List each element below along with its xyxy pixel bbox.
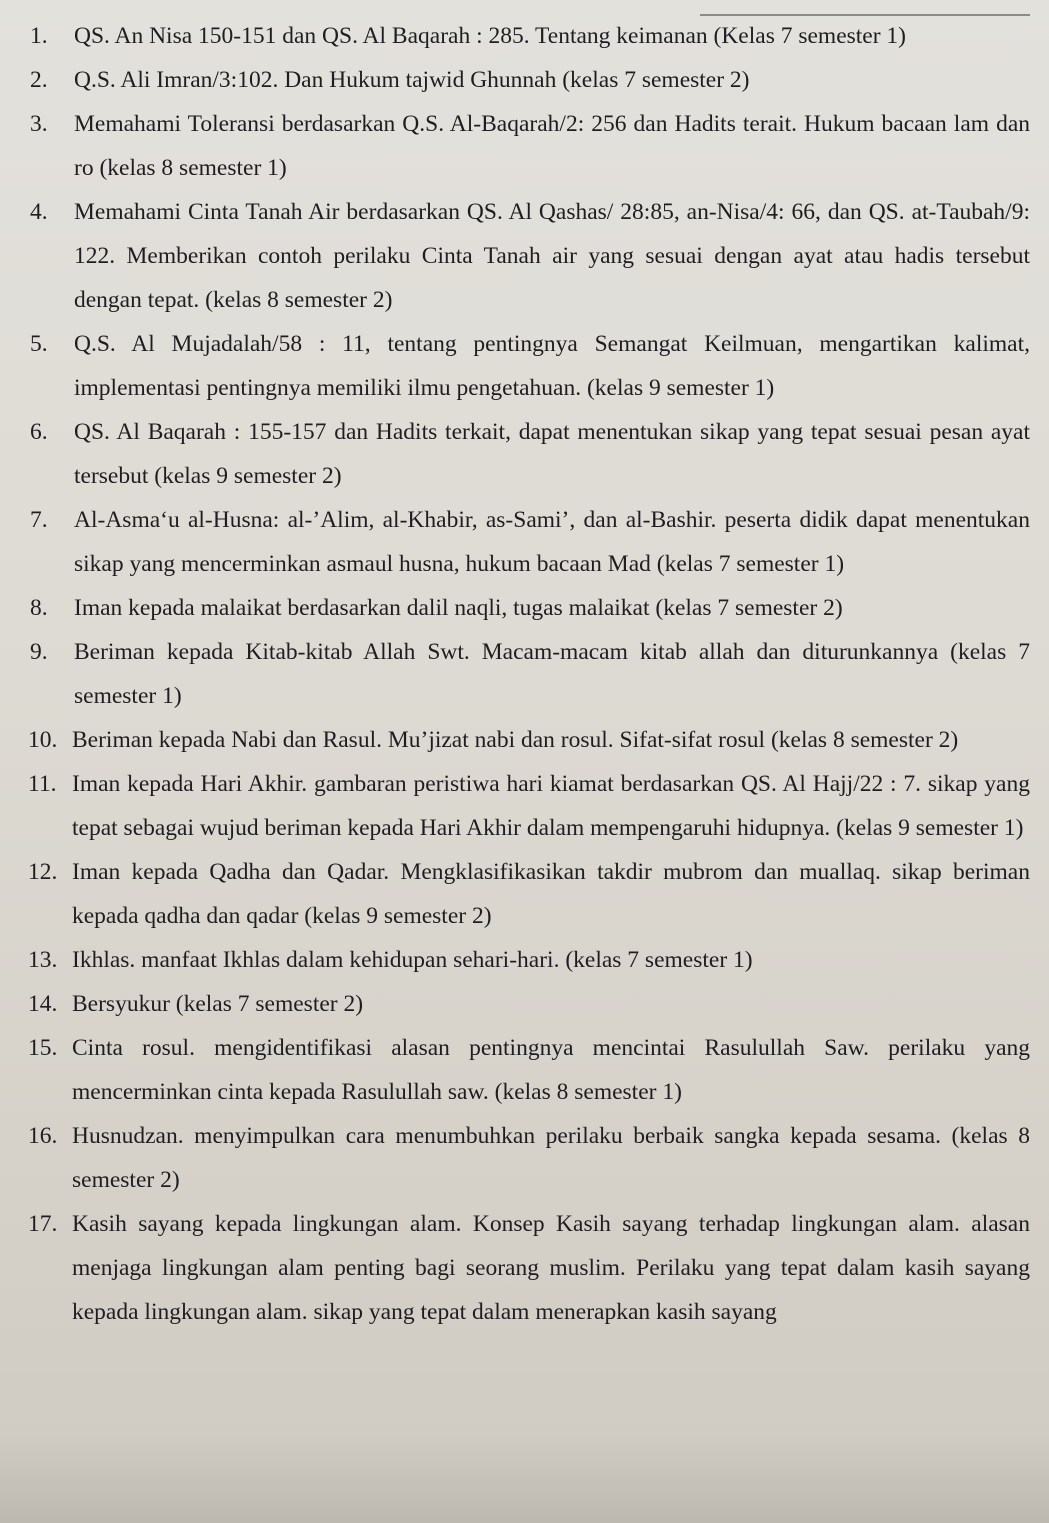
list-item bbox=[30, 718, 1030, 762]
item-text: Beriman kepada Nabi dan Rasul. Mu’jizat nabi dan rosul. Sifat-sifat rosul (kelas 8 semester 2) bbox=[72, 727, 959, 753]
item-number: 9. bbox=[30, 639, 48, 665]
item-number: 1. bbox=[30, 23, 48, 49]
list-item bbox=[30, 1026, 1030, 1114]
list-item bbox=[30, 102, 1030, 190]
list-item bbox=[30, 190, 1030, 322]
list-item bbox=[30, 410, 1030, 498]
item-text: QS. An Nisa 150-151 dan QS. Al Baqarah : 285. Tentang keimanan (Kelas 7 semester 1) bbox=[74, 23, 907, 49]
item-number: 2. bbox=[30, 67, 48, 93]
item-number: 12. bbox=[28, 859, 58, 885]
item-number: 15. bbox=[28, 1035, 58, 1061]
item-number: 11. bbox=[28, 771, 57, 797]
item-text: Bersyukur (kelas 7 semester 2) bbox=[72, 991, 364, 1017]
item-number: 5. bbox=[30, 331, 48, 357]
item-number: 8. bbox=[30, 595, 48, 621]
list-item bbox=[30, 586, 1030, 630]
item-text: Memahami Toleransi berdasarkan Q.S. Al-Baqarah/2: 256 dan Hadits terait. Hukum bacaan lam dan ro (kelas 8 semester 1) bbox=[74, 111, 1030, 181]
item-text: Q.S. Ali Imran/3:102. Dan Hukum tajwid Ghunnah (kelas 7 semester 2) bbox=[74, 67, 750, 93]
list-item bbox=[30, 1114, 1030, 1202]
list-item bbox=[30, 762, 1030, 850]
item-text: Iman kepada Hari Akhir. gambaran peristiwa hari kiamat berdasarkan QS. Al Hajj/22 : 7. sikap yang tepat sebagai wujud beriman kepada Hari Akhir dalam mempengaruhi hidupnya. (kelas 9 semester 1) bbox=[72, 771, 1030, 841]
item-number: 13. bbox=[28, 947, 58, 973]
item-number: 4. bbox=[30, 199, 48, 225]
item-number: 14. bbox=[28, 991, 58, 1017]
item-text: Cinta rosul. mengidentifikasi alasan pentingnya mencintai Rasulullah Saw. perilaku yang mencerminkan cinta kepada Rasulullah saw. (kelas 8 semester 1) bbox=[72, 1035, 1030, 1105]
item-number: 7. bbox=[30, 507, 48, 533]
list-item bbox=[30, 498, 1030, 586]
list-item bbox=[30, 982, 1030, 1026]
item-number: 3. bbox=[30, 111, 48, 137]
topic-list bbox=[30, 14, 1030, 1334]
list-item bbox=[30, 850, 1030, 938]
item-text: Husnudzan. menyimpulkan cara menumbuhkan perilaku berbaik sangka kepada sesama. (kelas 8 semester 2) bbox=[72, 1123, 1030, 1193]
item-text: QS. Al Baqarah : 155-157 dan Hadits terkait, dapat menentukan sikap yang tepat sesuai pesan ayat tersebut (kelas 9 semester 2) bbox=[74, 419, 1030, 489]
item-text: Beriman kepada Kitab-kitab Allah Swt. Macam-macam kitab allah dan diturunkannya (kelas 7 semester 1) bbox=[74, 639, 1030, 709]
item-text: Memahami Cinta Tanah Air berdasarkan QS. Al Qashas/ 28:85, an-Nisa/4: 66, dan QS. at-Taubah/9: 122. Memberikan contoh perilaku Cinta Tanah air yang sesuai dengan ayat atau hadis tersebut dengan tepat. (kelas 8 semester 2) bbox=[74, 199, 1030, 313]
list-item bbox=[30, 630, 1030, 718]
page-bottom-shadow bbox=[0, 1433, 1049, 1523]
list-item bbox=[30, 58, 1030, 102]
list-item bbox=[30, 1202, 1030, 1334]
list-item bbox=[30, 322, 1030, 410]
item-text: Ikhlas. manfaat Ikhlas dalam kehidupan sehari-hari. (kelas 7 semester 1) bbox=[72, 947, 753, 973]
item-text: Kasih sayang kepada lingkungan alam. Konsep Kasih sayang terhadap lingkungan alam. alasan menjaga lingkungan alam penting bagi seorang muslim. Perilaku yang tepat dalam kasih sayang kepada lingkungan alam. sikap yang tepat dalam menerapkan kasih sayang bbox=[72, 1211, 1030, 1325]
item-number: 16. bbox=[28, 1123, 58, 1149]
item-number: 17. bbox=[28, 1211, 58, 1237]
list-item bbox=[30, 938, 1030, 982]
item-text: Iman kepada Qadha dan Qadar. Mengklasifikasikan takdir mubrom dan muallaq. sikap beriman kepada qadha dan qadar (kelas 9 semester 2) bbox=[72, 859, 1030, 929]
item-number: 6. bbox=[30, 419, 48, 445]
list-item bbox=[30, 14, 1030, 58]
item-text: Iman kepada malaikat berdasarkan dalil naqli, tugas malaikat (kelas 7 semester 2) bbox=[74, 595, 843, 621]
item-number: 10. bbox=[28, 727, 58, 753]
item-text: Q.S. Al Mujadalah/58 : 11, tentang pentingnya Semangat Keilmuan, mengartikan kalimat, implementasi pentingnya memiliki ilmu pengetahuan. (kelas 9 semester 1) bbox=[74, 331, 1030, 401]
item-text: Al-Asma‘u al-Husna: al-’Alim, al-Khabir, as-Sami’, dan al-Bashir. peserta didik dapat menentukan sikap yang mencerminkan asmaul husna, hukum bacaan Mad (kelas 7 semester 1) bbox=[74, 507, 1030, 577]
